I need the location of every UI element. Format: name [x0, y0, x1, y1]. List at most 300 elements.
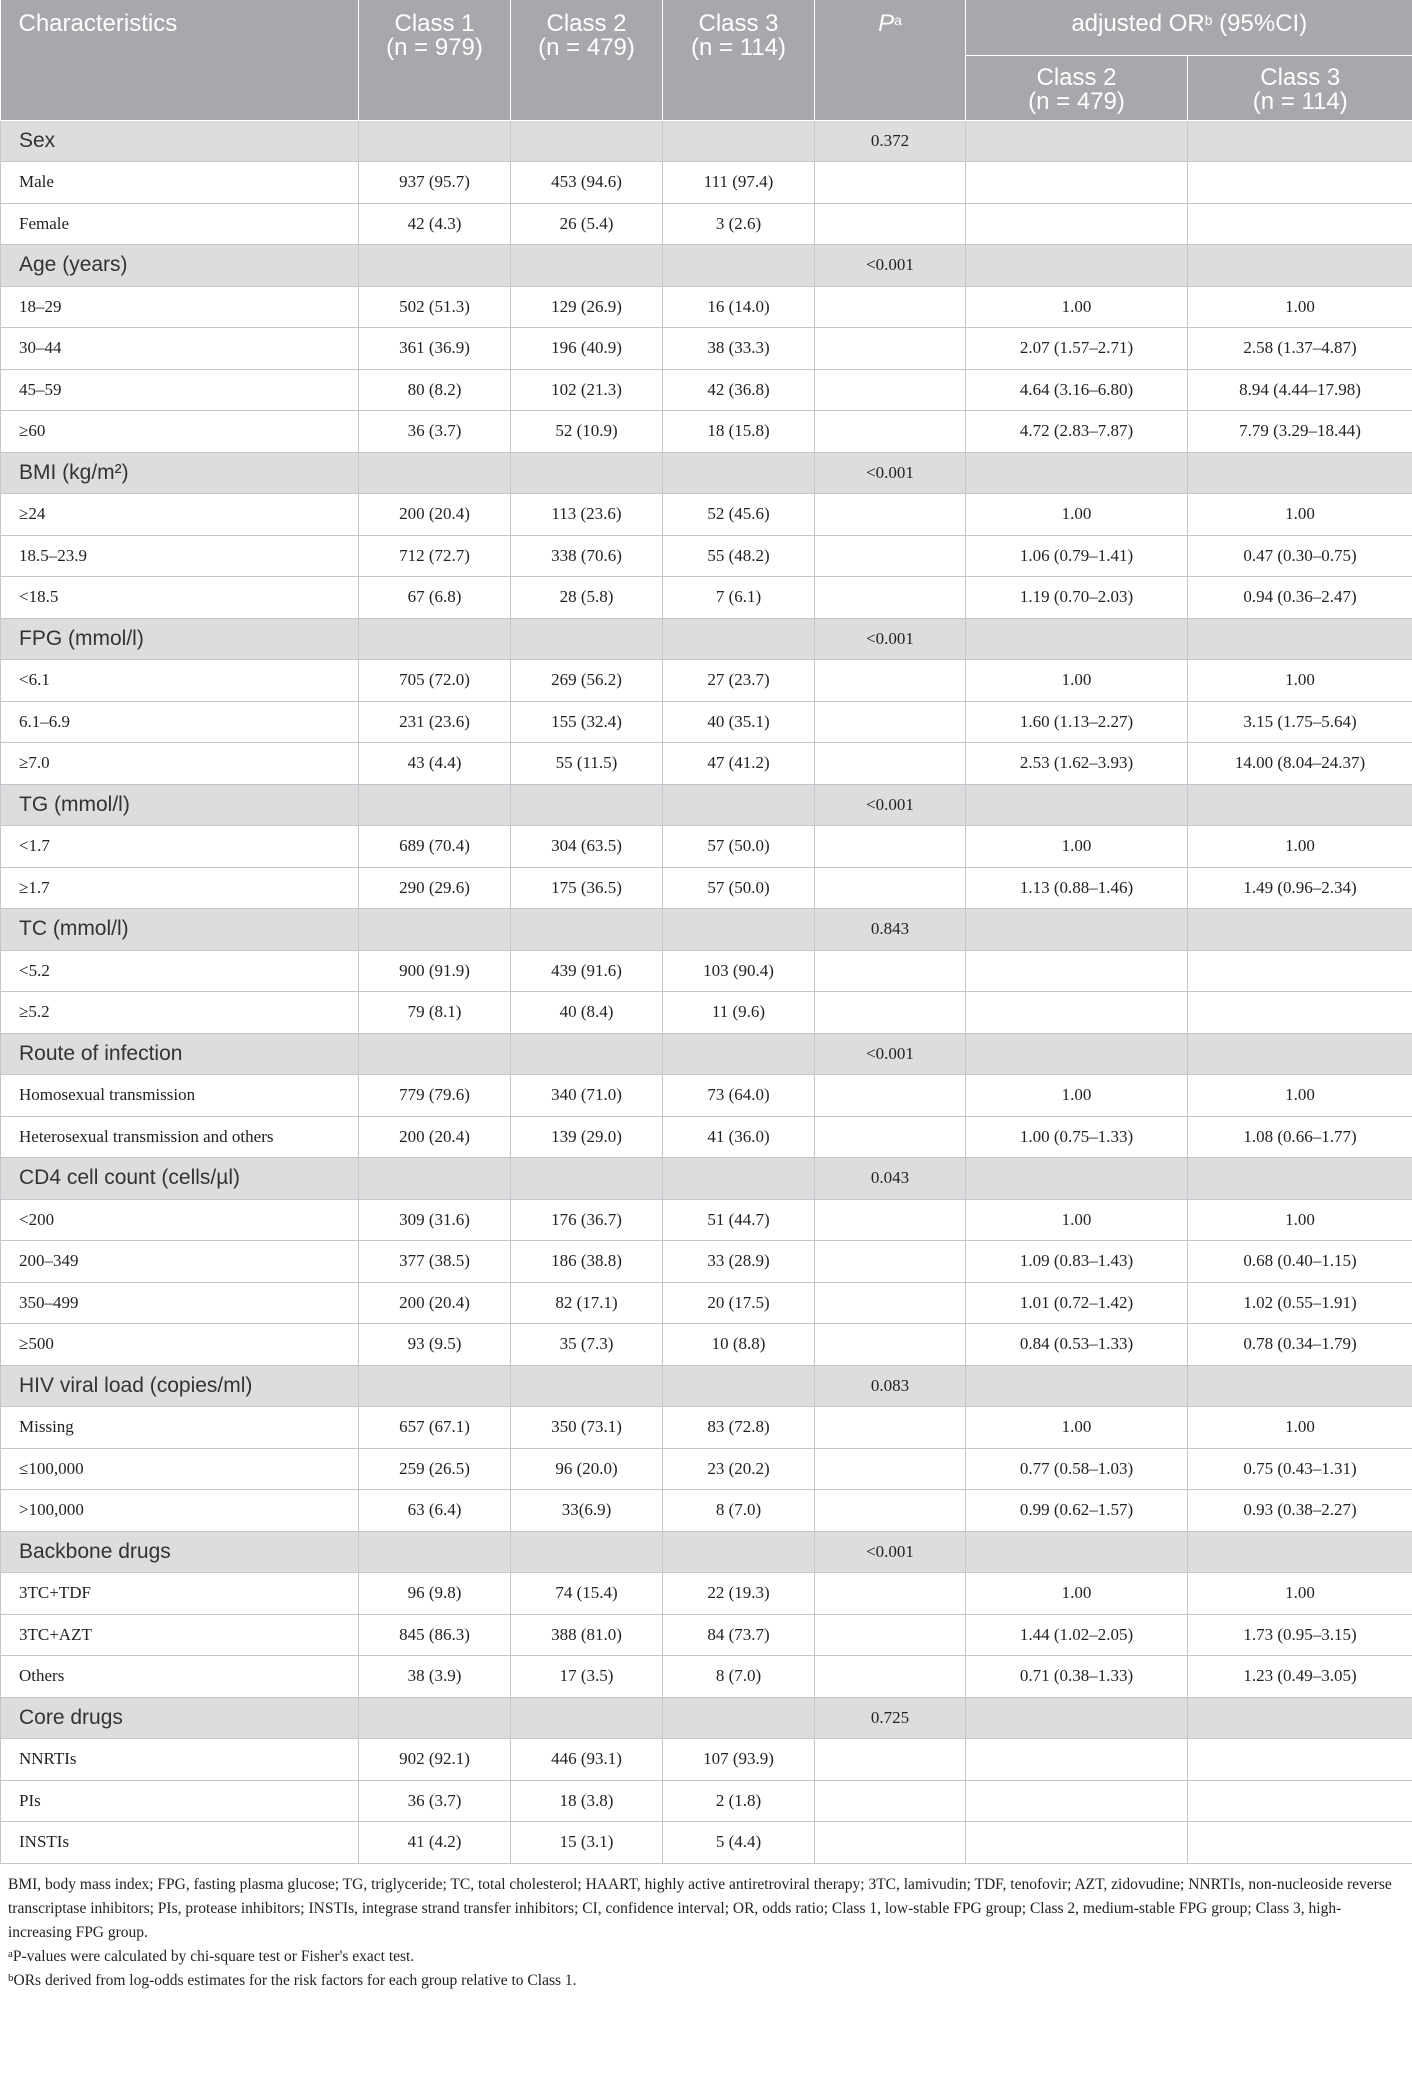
row-label: 3TC+TDF	[1, 1573, 359, 1615]
p-value-cell	[815, 992, 966, 1034]
row-label: NNRTIs	[1, 1739, 359, 1781]
class1-value: 200 (20.4)	[359, 1116, 511, 1158]
group-row	[1, 1158, 1412, 1200]
class2-value: 15 (3.1)	[511, 1822, 663, 1864]
table-row	[1, 1490, 1412, 1532]
group-p-value: 0.843	[815, 909, 966, 951]
row-label: ≥1.7	[1, 867, 359, 909]
table-row	[1, 1407, 1412, 1449]
table-footnotes	[0, 1864, 1412, 1993]
class1-value: 259 (26.5)	[359, 1448, 511, 1490]
class1-value: 902 (92.1)	[359, 1739, 511, 1781]
or-class2-value: 1.00	[966, 1199, 1188, 1241]
p-value-cell	[815, 203, 966, 245]
table-row	[1, 1656, 1412, 1698]
table-row	[1, 992, 1412, 1034]
group-empty-cell	[966, 120, 1188, 162]
group-label: FPG (mmol/l)	[1, 618, 359, 660]
class1-value: 900 (91.9)	[359, 950, 511, 992]
or-class3-value: 14.00 (8.04–24.37)	[1188, 743, 1412, 785]
group-empty-cell	[511, 245, 663, 287]
group-empty-cell	[966, 909, 1188, 951]
class3-value: 51 (44.7)	[663, 1199, 815, 1241]
or-class2-value: 2.53 (1.62–3.93)	[966, 743, 1188, 785]
table-row	[1, 1739, 1412, 1781]
row-label: ≥5.2	[1, 992, 359, 1034]
footnote-abbreviations: BMI, body mass index; FPG, fasting plasma glucose; TG, triglyceride; TC, total cholesterol; HAART, highly active antiretroviral therapy; 3TC, lamivudin; TDF, tenofovir; AZT, zidovudine; NNRTIs, non-nucleoside reverse transcriptase inhibitors; PIs, protease inhibitors; INSTIs, integrase strand transfer inhibitors; CI, confidence interval; OR, odds ratio; Class 1, low-stable FPG group; Class 2, medium-stable FPG group; Class 3, high-increasing FPG group.	[8, 1875, 1392, 1941]
or-class2-value: 1.00	[966, 826, 1188, 868]
or-class2-value	[966, 1780, 1188, 1822]
group-empty-cell	[663, 784, 815, 826]
header-or-class3: Class 3 (n = 114)	[1188, 55, 1412, 120]
p-value-cell	[815, 1780, 966, 1822]
class3-value: 84 (73.7)	[663, 1614, 815, 1656]
p-value-cell	[815, 494, 966, 536]
group-label: BMI (kg/m²)	[1, 452, 359, 494]
row-label: <1.7	[1, 826, 359, 868]
row-label: 200–349	[1, 1241, 359, 1283]
class2-value: 129 (26.9)	[511, 286, 663, 328]
class2-value: 388 (81.0)	[511, 1614, 663, 1656]
group-empty-cell	[359, 784, 511, 826]
or-class2-value: 0.71 (0.38–1.33)	[966, 1656, 1188, 1698]
class3-value: 2 (1.8)	[663, 1780, 815, 1822]
row-label: Male	[1, 162, 359, 204]
group-empty-cell	[663, 245, 815, 287]
p-value-cell	[815, 369, 966, 411]
row-label: Heterosexual transmission and others	[1, 1116, 359, 1158]
group-empty-cell	[511, 1365, 663, 1407]
p-value-cell	[815, 1739, 966, 1781]
p-value-cell	[815, 701, 966, 743]
class2-value: 196 (40.9)	[511, 328, 663, 370]
row-label: ≥24	[1, 494, 359, 536]
or-class2-value: 1.00	[966, 1075, 1188, 1117]
group-empty-cell	[663, 1697, 815, 1739]
group-row	[1, 618, 1412, 660]
class1-value: 689 (70.4)	[359, 826, 511, 868]
table-row	[1, 1573, 1412, 1615]
group-empty-cell	[966, 1697, 1188, 1739]
p-value-cell	[815, 1407, 966, 1449]
class1-value: 96 (9.8)	[359, 1573, 511, 1615]
class1-value: 41 (4.2)	[359, 1822, 511, 1864]
or-class3-value	[1188, 1780, 1412, 1822]
or-class3-value: 0.78 (0.34–1.79)	[1188, 1324, 1412, 1366]
or-class3-value: 3.15 (1.75–5.64)	[1188, 701, 1412, 743]
table-row	[1, 1116, 1412, 1158]
class2-value: 33(6.9)	[511, 1490, 663, 1532]
row-label: Others	[1, 1656, 359, 1698]
class3-value: 57 (50.0)	[663, 826, 815, 868]
group-empty-cell	[663, 1365, 815, 1407]
group-label: Core drugs	[1, 1697, 359, 1739]
group-p-value: <0.001	[815, 245, 966, 287]
or-class2-value: 1.00	[966, 494, 1188, 536]
group-empty-cell	[359, 1531, 511, 1573]
or-class3-value: 2.58 (1.37–4.87)	[1188, 328, 1412, 370]
group-empty-cell	[1188, 909, 1412, 951]
class3-value: 23 (20.2)	[663, 1448, 815, 1490]
or-class2-value: 1.60 (1.13–2.27)	[966, 701, 1188, 743]
p-value-cell	[815, 1075, 966, 1117]
header-class1-n: (n = 979)	[386, 34, 483, 61]
table-row	[1, 1614, 1412, 1656]
or-class3-value: 1.00	[1188, 1573, 1412, 1615]
class1-value: 290 (29.6)	[359, 867, 511, 909]
group-empty-cell	[359, 1158, 511, 1200]
p-value-cell	[815, 660, 966, 702]
group-row	[1, 1365, 1412, 1407]
or-class3-value: 0.75 (0.43–1.31)	[1188, 1448, 1412, 1490]
table-row	[1, 1324, 1412, 1366]
group-row	[1, 1531, 1412, 1573]
class3-value: 73 (64.0)	[663, 1075, 815, 1117]
or-class3-value: 8.94 (4.44–17.98)	[1188, 369, 1412, 411]
or-class3-value	[1188, 1739, 1412, 1781]
or-class2-value: 1.19 (0.70–2.03)	[966, 577, 1188, 619]
class2-value: 304 (63.5)	[511, 826, 663, 868]
footnote-a: $^a$P-values were calculated by chi-square test or Fisher's exact test.	[8, 1947, 415, 1965]
group-p-value: <0.001	[815, 1033, 966, 1075]
group-label: CD4 cell count (cells/µl)	[1, 1158, 359, 1200]
or-class2-value: 1.00	[966, 1573, 1188, 1615]
or-class2-value	[966, 992, 1188, 1034]
class3-value: 10 (8.8)	[663, 1324, 815, 1366]
class2-value: 35 (7.3)	[511, 1324, 663, 1366]
row-label: 6.1–6.9	[1, 701, 359, 743]
p-value-cell	[815, 867, 966, 909]
class2-value: 453 (94.6)	[511, 162, 663, 204]
group-row	[1, 784, 1412, 826]
class2-value: 340 (71.0)	[511, 1075, 663, 1117]
p-value-cell	[815, 1656, 966, 1698]
group-empty-cell	[966, 452, 1188, 494]
row-label: INSTIs	[1, 1822, 359, 1864]
group-empty-cell	[1188, 1158, 1412, 1200]
group-row	[1, 1697, 1412, 1739]
class2-value: 18 (3.8)	[511, 1780, 663, 1822]
or-class2-value: 0.84 (0.53–1.33)	[966, 1324, 1188, 1366]
class1-value: 712 (72.7)	[359, 535, 511, 577]
row-label: <18.5	[1, 577, 359, 619]
group-empty-cell	[359, 452, 511, 494]
group-empty-cell	[966, 245, 1188, 287]
row-label: 18.5–23.9	[1, 535, 359, 577]
or-class2-value: 1.44 (1.02–2.05)	[966, 1614, 1188, 1656]
or-class2-value: 1.00	[966, 286, 1188, 328]
class1-value: 377 (38.5)	[359, 1241, 511, 1283]
group-empty-cell	[1188, 245, 1412, 287]
or-class2-value: 1.01 (0.72–1.42)	[966, 1282, 1188, 1324]
group-empty-cell	[1188, 1033, 1412, 1075]
class3-value: 18 (15.8)	[663, 411, 815, 453]
class3-value: 103 (90.4)	[663, 950, 815, 992]
or-class2-value	[966, 1822, 1188, 1864]
or-class3-value: 1.00	[1188, 660, 1412, 702]
class3-value: 8 (7.0)	[663, 1490, 815, 1532]
class1-value: 36 (3.7)	[359, 411, 511, 453]
group-p-value: <0.001	[815, 1531, 966, 1573]
table-row	[1, 494, 1412, 536]
class3-value: 38 (33.3)	[663, 328, 815, 370]
group-empty-cell	[511, 1158, 663, 1200]
row-label: 45–59	[1, 369, 359, 411]
or-class2-value: 1.06 (0.79–1.41)	[966, 535, 1188, 577]
class2-value: 155 (32.4)	[511, 701, 663, 743]
or-class3-value: 1.49 (0.96–2.34)	[1188, 867, 1412, 909]
table-row	[1, 328, 1412, 370]
p-value-cell	[815, 1573, 966, 1615]
row-label: 18–29	[1, 286, 359, 328]
or-class3-value	[1188, 992, 1412, 1034]
class3-value: 57 (50.0)	[663, 867, 815, 909]
header-class3-n: (n = 114)	[691, 34, 786, 61]
group-label: TC (mmol/l)	[1, 909, 359, 951]
p-value-cell	[815, 286, 966, 328]
header-or-class2: Class 2 (n = 479)	[966, 55, 1188, 120]
row-label: <5.2	[1, 950, 359, 992]
class2-value: 40 (8.4)	[511, 992, 663, 1034]
class3-value: 83 (72.8)	[663, 1407, 815, 1449]
class3-value: 22 (19.3)	[663, 1573, 815, 1615]
group-empty-cell	[663, 452, 815, 494]
class3-value: 3 (2.6)	[663, 203, 815, 245]
or-class3-value: 0.68 (0.40–1.15)	[1188, 1241, 1412, 1283]
table-row	[1, 950, 1412, 992]
class3-value: 111 (97.4)	[663, 162, 815, 204]
header-characteristics: Characteristics	[1, 0, 359, 120]
group-label: Route of infection	[1, 1033, 359, 1075]
table-row	[1, 1822, 1412, 1864]
group-empty-cell	[1188, 452, 1412, 494]
class1-value: 80 (8.2)	[359, 369, 511, 411]
class2-value: 26 (5.4)	[511, 203, 663, 245]
group-row	[1, 1033, 1412, 1075]
group-empty-cell	[663, 618, 815, 660]
header-p-value: $P^a$	[815, 0, 966, 120]
or-class2-value: 4.64 (3.16–6.80)	[966, 369, 1188, 411]
table-row	[1, 535, 1412, 577]
group-empty-cell	[1188, 1531, 1412, 1573]
group-empty-cell	[511, 909, 663, 951]
table-row	[1, 203, 1412, 245]
class3-value: 33 (28.9)	[663, 1241, 815, 1283]
header-class1: Class 1 (n = 979)	[359, 0, 511, 120]
class2-value: 96 (20.0)	[511, 1448, 663, 1490]
p-value-cell	[815, 1614, 966, 1656]
or-class3-value: 7.79 (3.29–18.44)	[1188, 411, 1412, 453]
class2-value: 17 (3.5)	[511, 1656, 663, 1698]
group-empty-cell	[1188, 1697, 1412, 1739]
table-header	[1, 0, 1412, 120]
table-body	[1, 120, 1412, 1863]
row-label: 350–499	[1, 1282, 359, 1324]
class3-value: 5 (4.4)	[663, 1822, 815, 1864]
table-row	[1, 1075, 1412, 1117]
group-p-value: <0.001	[815, 452, 966, 494]
group-empty-cell	[966, 784, 1188, 826]
group-empty-cell	[359, 618, 511, 660]
class2-value: 52 (10.9)	[511, 411, 663, 453]
group-empty-cell	[663, 909, 815, 951]
p-value-cell	[815, 328, 966, 370]
or-class3-value	[1188, 950, 1412, 992]
p-value-cell	[815, 1241, 966, 1283]
class2-value: 439 (91.6)	[511, 950, 663, 992]
group-empty-cell	[511, 784, 663, 826]
table-row	[1, 867, 1412, 909]
class1-value: 502 (51.3)	[359, 286, 511, 328]
row-label: ≥7.0	[1, 743, 359, 785]
or-class3-value	[1188, 203, 1412, 245]
group-p-value: <0.001	[815, 784, 966, 826]
p-value-cell	[815, 743, 966, 785]
class1-value: 657 (67.1)	[359, 1407, 511, 1449]
group-empty-cell	[966, 1033, 1188, 1075]
or-class3-value: 1.00	[1188, 1075, 1412, 1117]
header-adjusted-or: adjusted $OR^b$ (95%CI)	[966, 0, 1412, 55]
group-p-value: 0.043	[815, 1158, 966, 1200]
class3-value: 52 (45.6)	[663, 494, 815, 536]
p-value-cell	[815, 1199, 966, 1241]
group-empty-cell	[511, 120, 663, 162]
row-label: <6.1	[1, 660, 359, 702]
header-class2: Class 2 (n = 479)	[511, 0, 663, 120]
class1-value: 36 (3.7)	[359, 1780, 511, 1822]
class1-value: 79 (8.1)	[359, 992, 511, 1034]
row-label: Female	[1, 203, 359, 245]
p-value-cell	[815, 1448, 966, 1490]
or-class3-value: 0.93 (0.38–2.27)	[1188, 1490, 1412, 1532]
class2-value: 269 (56.2)	[511, 660, 663, 702]
p-value-cell	[815, 1490, 966, 1532]
table-row	[1, 701, 1412, 743]
or-class2-value: 1.13 (0.88–1.46)	[966, 867, 1188, 909]
table-row	[1, 1199, 1412, 1241]
class3-value: 41 (36.0)	[663, 1116, 815, 1158]
class3-value: 55 (48.2)	[663, 535, 815, 577]
class2-value: 175 (36.5)	[511, 867, 663, 909]
group-label: Sex	[1, 120, 359, 162]
class1-value: 705 (72.0)	[359, 660, 511, 702]
or-class3-value: 1.00	[1188, 826, 1412, 868]
group-empty-cell	[966, 1158, 1188, 1200]
p-value-cell	[815, 826, 966, 868]
or-class2-value: 0.77 (0.58–1.03)	[966, 1448, 1188, 1490]
table-row	[1, 1448, 1412, 1490]
group-label: Backbone drugs	[1, 1531, 359, 1573]
class1-value: 231 (23.6)	[359, 701, 511, 743]
or-class2-value	[966, 203, 1188, 245]
group-empty-cell	[511, 1033, 663, 1075]
group-row	[1, 120, 1412, 162]
class1-value: 309 (31.6)	[359, 1199, 511, 1241]
row-label: PIs	[1, 1780, 359, 1822]
table-row	[1, 826, 1412, 868]
group-row	[1, 452, 1412, 494]
class3-value: 42 (36.8)	[663, 369, 815, 411]
class1-value: 42 (4.3)	[359, 203, 511, 245]
class2-value: 338 (70.6)	[511, 535, 663, 577]
p-value-cell	[815, 1822, 966, 1864]
class1-value: 937 (95.7)	[359, 162, 511, 204]
group-empty-cell	[966, 1365, 1188, 1407]
group-empty-cell	[1188, 784, 1412, 826]
class2-value: 350 (73.1)	[511, 1407, 663, 1449]
p-value-cell	[815, 535, 966, 577]
group-empty-cell	[359, 245, 511, 287]
class1-value: 200 (20.4)	[359, 494, 511, 536]
class3-value: 20 (17.5)	[663, 1282, 815, 1324]
or-class2-value: 1.09 (0.83–1.43)	[966, 1241, 1188, 1283]
group-row	[1, 909, 1412, 951]
group-label: TG (mmol/l)	[1, 784, 359, 826]
row-label: ≥60	[1, 411, 359, 453]
row-label: <200	[1, 1199, 359, 1241]
class2-value: 55 (11.5)	[511, 743, 663, 785]
or-class2-value	[966, 162, 1188, 204]
class3-value: 107 (93.9)	[663, 1739, 815, 1781]
class2-value: 139 (29.0)	[511, 1116, 663, 1158]
class1-value: 93 (9.5)	[359, 1324, 511, 1366]
group-empty-cell	[663, 1033, 815, 1075]
row-label: Homosexual transmission	[1, 1075, 359, 1117]
table-row	[1, 1780, 1412, 1822]
p-value-cell	[815, 577, 966, 619]
class3-value: 47 (41.2)	[663, 743, 815, 785]
class1-value: 63 (6.4)	[359, 1490, 511, 1532]
or-class3-value: 1.23 (0.49–3.05)	[1188, 1656, 1412, 1698]
footnote-b: $^b$ORs derived from log-odds estimates for the risk factors for each group relative to Class 1.	[8, 1971, 577, 1989]
table-row	[1, 1241, 1412, 1283]
or-class2-value: 2.07 (1.57–2.71)	[966, 328, 1188, 370]
or-class2-value	[966, 1739, 1188, 1781]
p-value-cell	[815, 1282, 966, 1324]
p-value-cell	[815, 162, 966, 204]
or-class2-value: 0.99 (0.62–1.57)	[966, 1490, 1188, 1532]
group-empty-cell	[663, 1531, 815, 1573]
class2-value: 176 (36.7)	[511, 1199, 663, 1241]
group-empty-cell	[663, 120, 815, 162]
group-empty-cell	[359, 1033, 511, 1075]
or-class2-value: 1.00	[966, 660, 1188, 702]
header-class3: Class 3 (n = 114)	[663, 0, 815, 120]
or-class3-value: 1.08 (0.66–1.77)	[1188, 1116, 1412, 1158]
group-empty-cell	[966, 1531, 1188, 1573]
or-class3-value: 1.73 (0.95–3.15)	[1188, 1614, 1412, 1656]
class1-value: 38 (3.9)	[359, 1656, 511, 1698]
row-label: 30–44	[1, 328, 359, 370]
or-class3-value	[1188, 1822, 1412, 1864]
class2-value: 102 (21.3)	[511, 369, 663, 411]
group-empty-cell	[1188, 1365, 1412, 1407]
or-class3-value: 1.00	[1188, 1407, 1412, 1449]
group-empty-cell	[1188, 618, 1412, 660]
class1-value: 67 (6.8)	[359, 577, 511, 619]
class2-value: 74 (15.4)	[511, 1573, 663, 1615]
group-empty-cell	[511, 618, 663, 660]
or-class2-value: 1.00	[966, 1407, 1188, 1449]
group-label: HIV viral load (copies/ml)	[1, 1365, 359, 1407]
p-value-cell	[815, 1116, 966, 1158]
table-row	[1, 411, 1412, 453]
class2-value: 82 (17.1)	[511, 1282, 663, 1324]
row-label: ≤100,000	[1, 1448, 359, 1490]
or-class3-value: 1.00	[1188, 1199, 1412, 1241]
group-p-value: 0.372	[815, 120, 966, 162]
group-p-value: 0.083	[815, 1365, 966, 1407]
